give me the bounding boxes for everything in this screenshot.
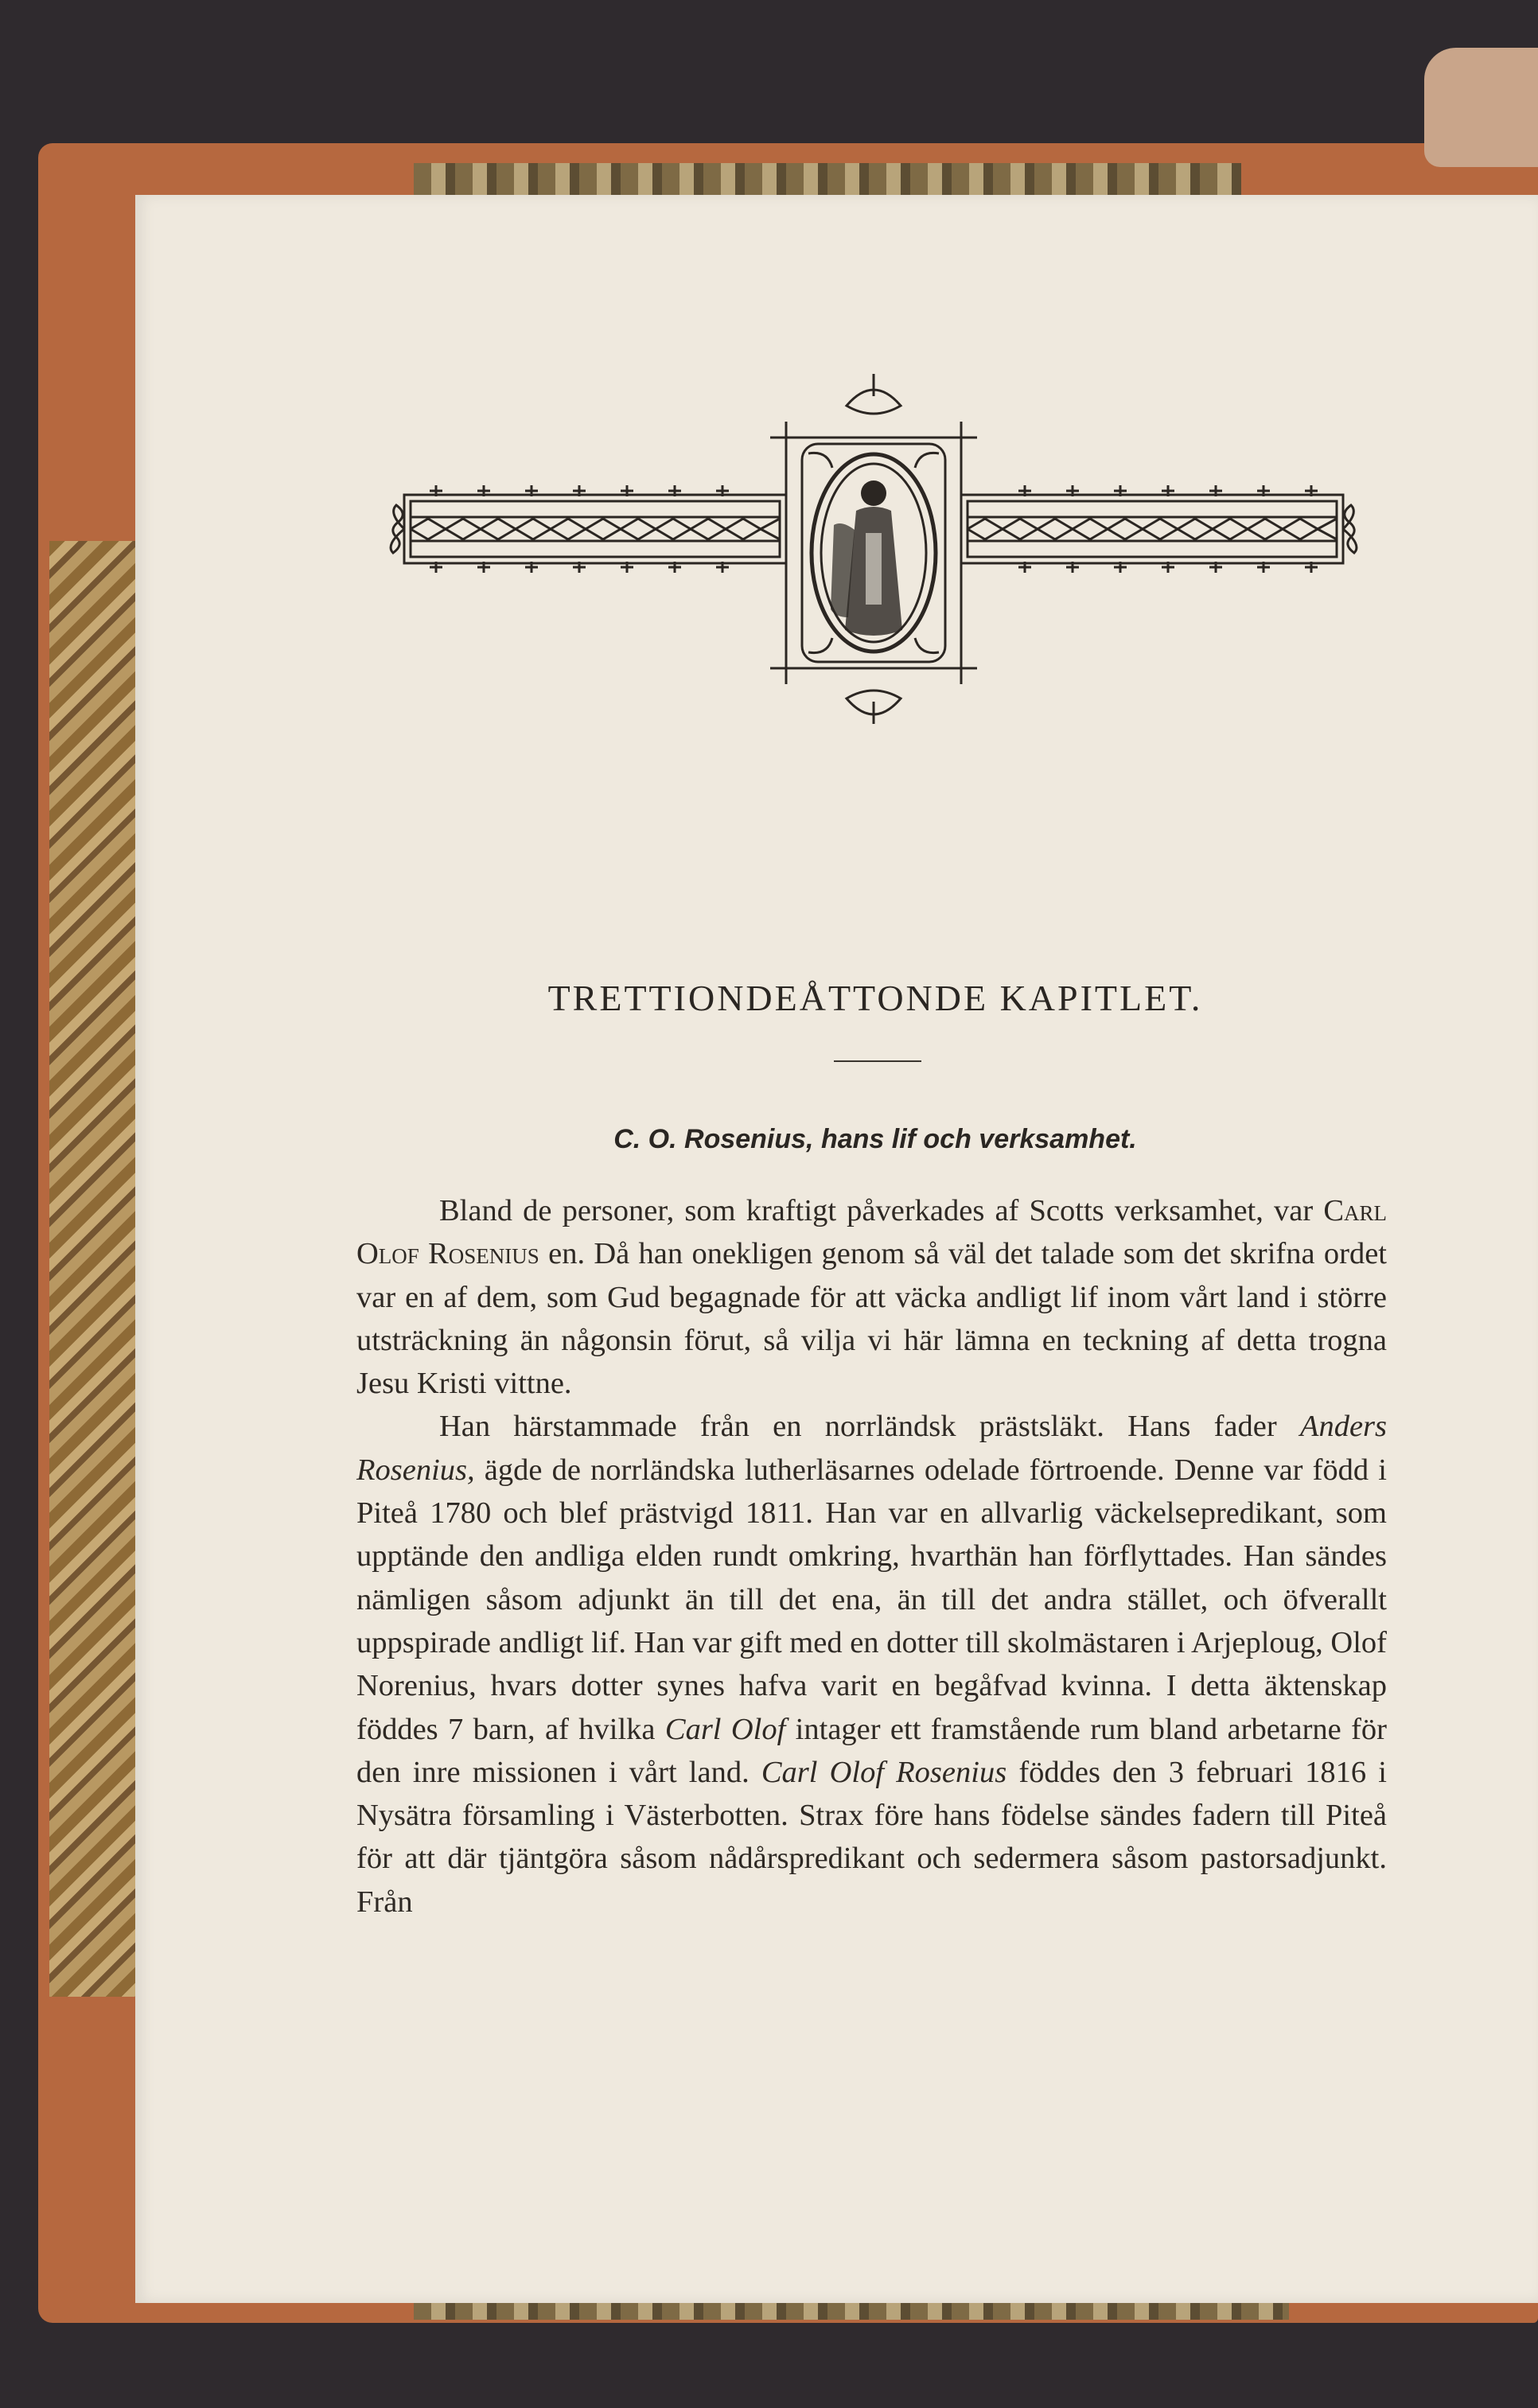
chapter-heading: TRETTIONDEÅTTONDE KAPITLET. (547, 978, 1203, 1018)
decorative-headpiece-icon (372, 374, 1407, 724)
text-run: Carl Olof (664, 1712, 786, 1746)
text-run: Han härstammade från en norrländsk prästsläkt. Hans fader (439, 1410, 1300, 1444)
body-text (356, 1189, 1387, 1924)
text-run: intager ett framstående rum bland arbetarne för den inre missionen i vårt land. (356, 1712, 1387, 1789)
text-run: föddes den 3 februari 1816 i Nysätra församling i Västerbotten. Strax före hans födelse sändes fadern till Piteå för att där tjäntgöra såsom nådårspredikant och sedermera såsom pastorsadjunkt. Från (356, 1755, 1387, 1919)
text-run: en. Då han onekligen genom så väl det talade som det skrifna ordet var en af dem, som Gud begagnade för att väcka andligt lif inom vårt land i större utsträckning än någonsin förut, så vilja vi här lämna en teckning af detta trogna Jesu Kristi vittne. (356, 1237, 1387, 1401)
cover-corner-tab (1424, 48, 1538, 167)
text-run: Carl Olof Rosenius (761, 1755, 1007, 1789)
paragraph (356, 1189, 1387, 1405)
chapter-subtitle: C. O. Rosenius, hans lif och verksamhet. (613, 1124, 1137, 1154)
text-run: ägde de norrländska lutherläsarnes odelade förtroende. Denne var född i Piteå 1780 och blef prästvigd 1811. Han var en allvarlig väckelsepredikant, som upptände den andliga elden rundt omkring, hvarthän han förflyttades. Han sändes nämligen såsom adjunkt än till det ena, än till det andra stället, och öfverallt uppspirade andligt lif. Han var gift med en dotter till skolmästaren i Arjeploug, Olof Norenius, hvars dotter synes hafva varit en begåfvad kvinna. I detta äktenskap föddes 7 barn, af hvilka (356, 1453, 1387, 1746)
text-run: Bland de personer, som kraftigt påverkades af Scotts verksamhet, var (439, 1194, 1324, 1227)
paragraph (356, 1405, 1387, 1924)
text-run: Carl Olof Rosenius (356, 1194, 1387, 1271)
text-run: Anders Rosenius, (356, 1410, 1387, 1487)
marbled-paper-edge (49, 541, 135, 1997)
heading-divider (834, 1060, 921, 1062)
